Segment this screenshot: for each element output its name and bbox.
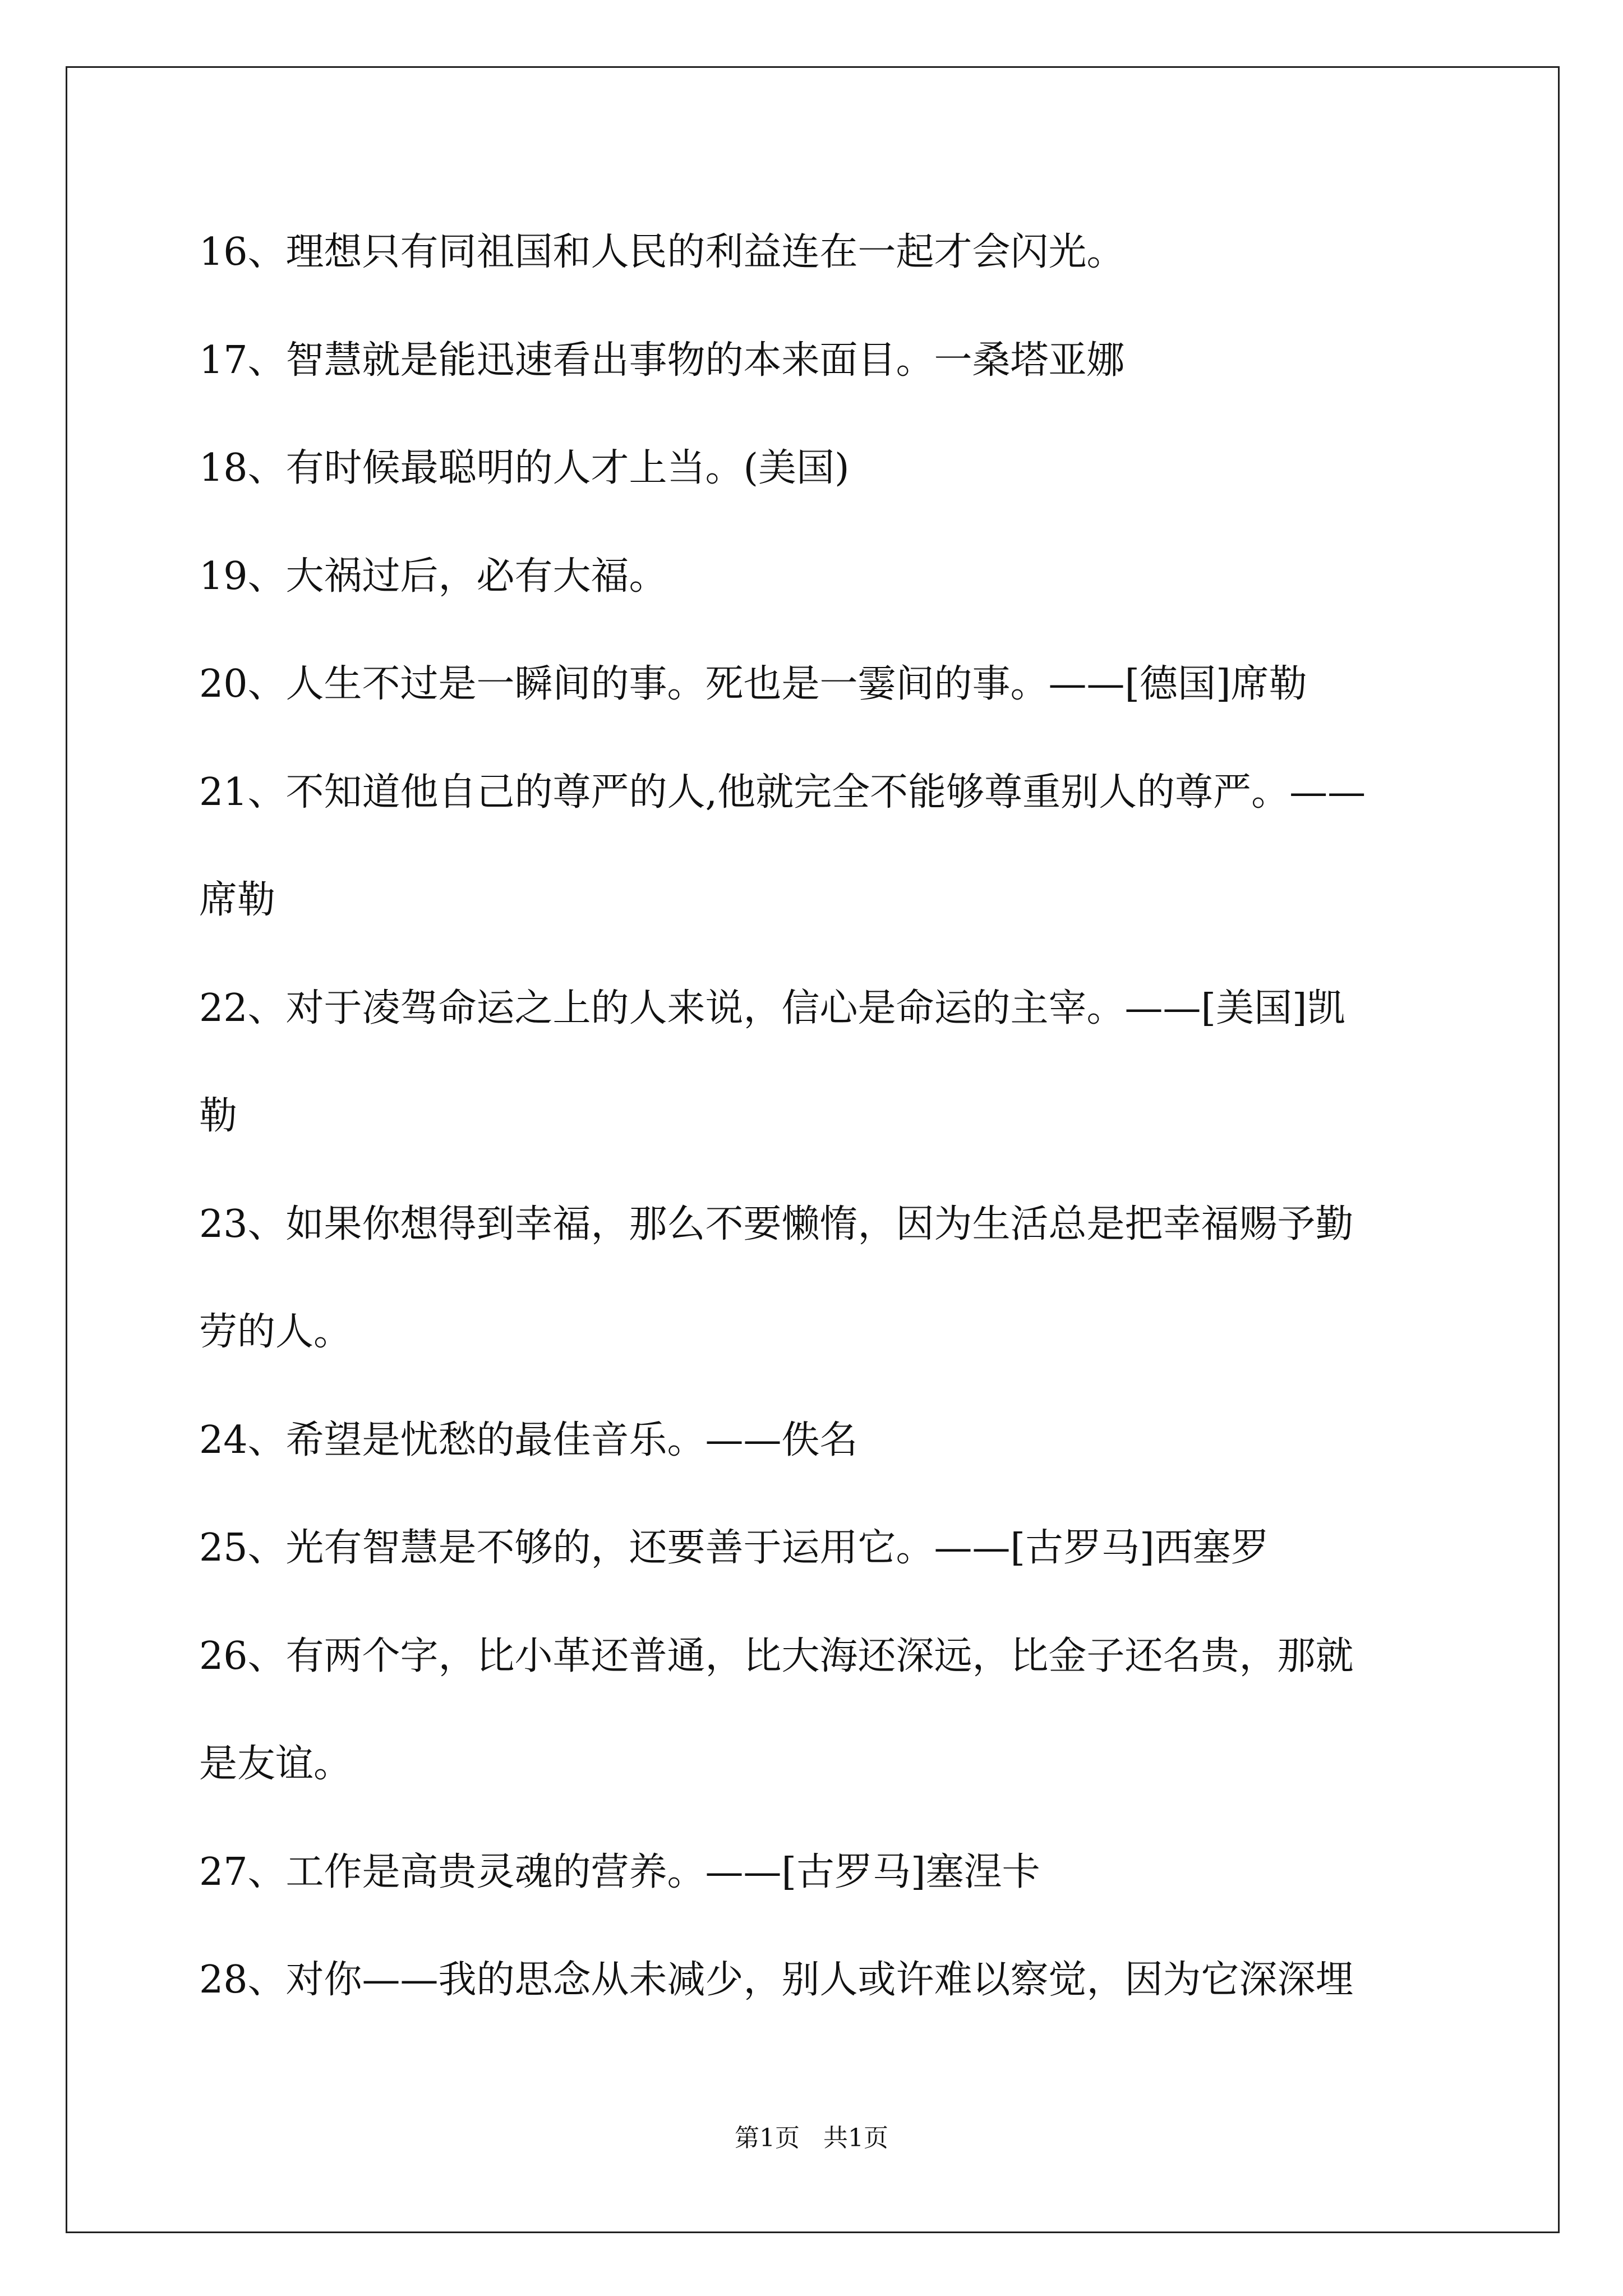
text-line-24: 24、希望是忧愁的最佳音乐。——佚名 xyxy=(199,1418,858,1462)
text-line-26: 26、有两个字，比小革还普通，比大海还深远，比金子还名贵，那就 xyxy=(199,1634,1354,1678)
text-line-20: 20、人生不过是一瞬间的事。死也是一霎间的事。——[德国]席勒 xyxy=(199,662,1307,706)
text-line-21-cont: 席勒 xyxy=(199,878,276,922)
text-line-19: 19、大祸过后，必有大福。 xyxy=(199,554,667,599)
text-line-22: 22、对于凌驾命运之上的人来说，信心是命运的主宰。——[美国]凯 xyxy=(199,986,1345,1030)
text-line-17: 17、智慧就是能迅速看出事物的本来面目。一桑塔亚娜 xyxy=(199,338,1125,383)
text-line-28: 28、对你——我的思念从未减少，别人或许难以察觉，因为它深深埋 xyxy=(199,1958,1354,2002)
text-line-16: 16、理想只有同祖国和人民的利益连在一起才会闪光。 xyxy=(199,230,1125,274)
page-total: 共1页 xyxy=(823,2124,888,2152)
text-line-21: 21、不知道他自己的尊严的人,他就完全不能够尊重别人的尊严。—— xyxy=(199,770,1366,815)
text-line-22-cont: 勒 xyxy=(199,1094,238,1138)
text-line-27: 27、工作是高贵灵魂的营养。——[古罗马]塞涅卡 xyxy=(199,1850,1040,1894)
page-number: 第1页 xyxy=(735,2124,800,2152)
text-line-18: 18、有时候最聪明的人才上当。(美国) xyxy=(199,446,850,490)
text-line-23-cont: 劳的人。 xyxy=(199,1310,352,1354)
text-line-25: 25、光有智慧是不够的，还要善于运用它。——[古罗马]西塞罗 xyxy=(199,1526,1269,1570)
text-line-23: 23、如果你想得到幸福，那么不要懒惰，因为生活总是把幸福赐予勤 xyxy=(199,1202,1354,1246)
page-footer xyxy=(0,2118,1623,2154)
text-line-26-cont: 是友谊。 xyxy=(199,1742,352,1786)
